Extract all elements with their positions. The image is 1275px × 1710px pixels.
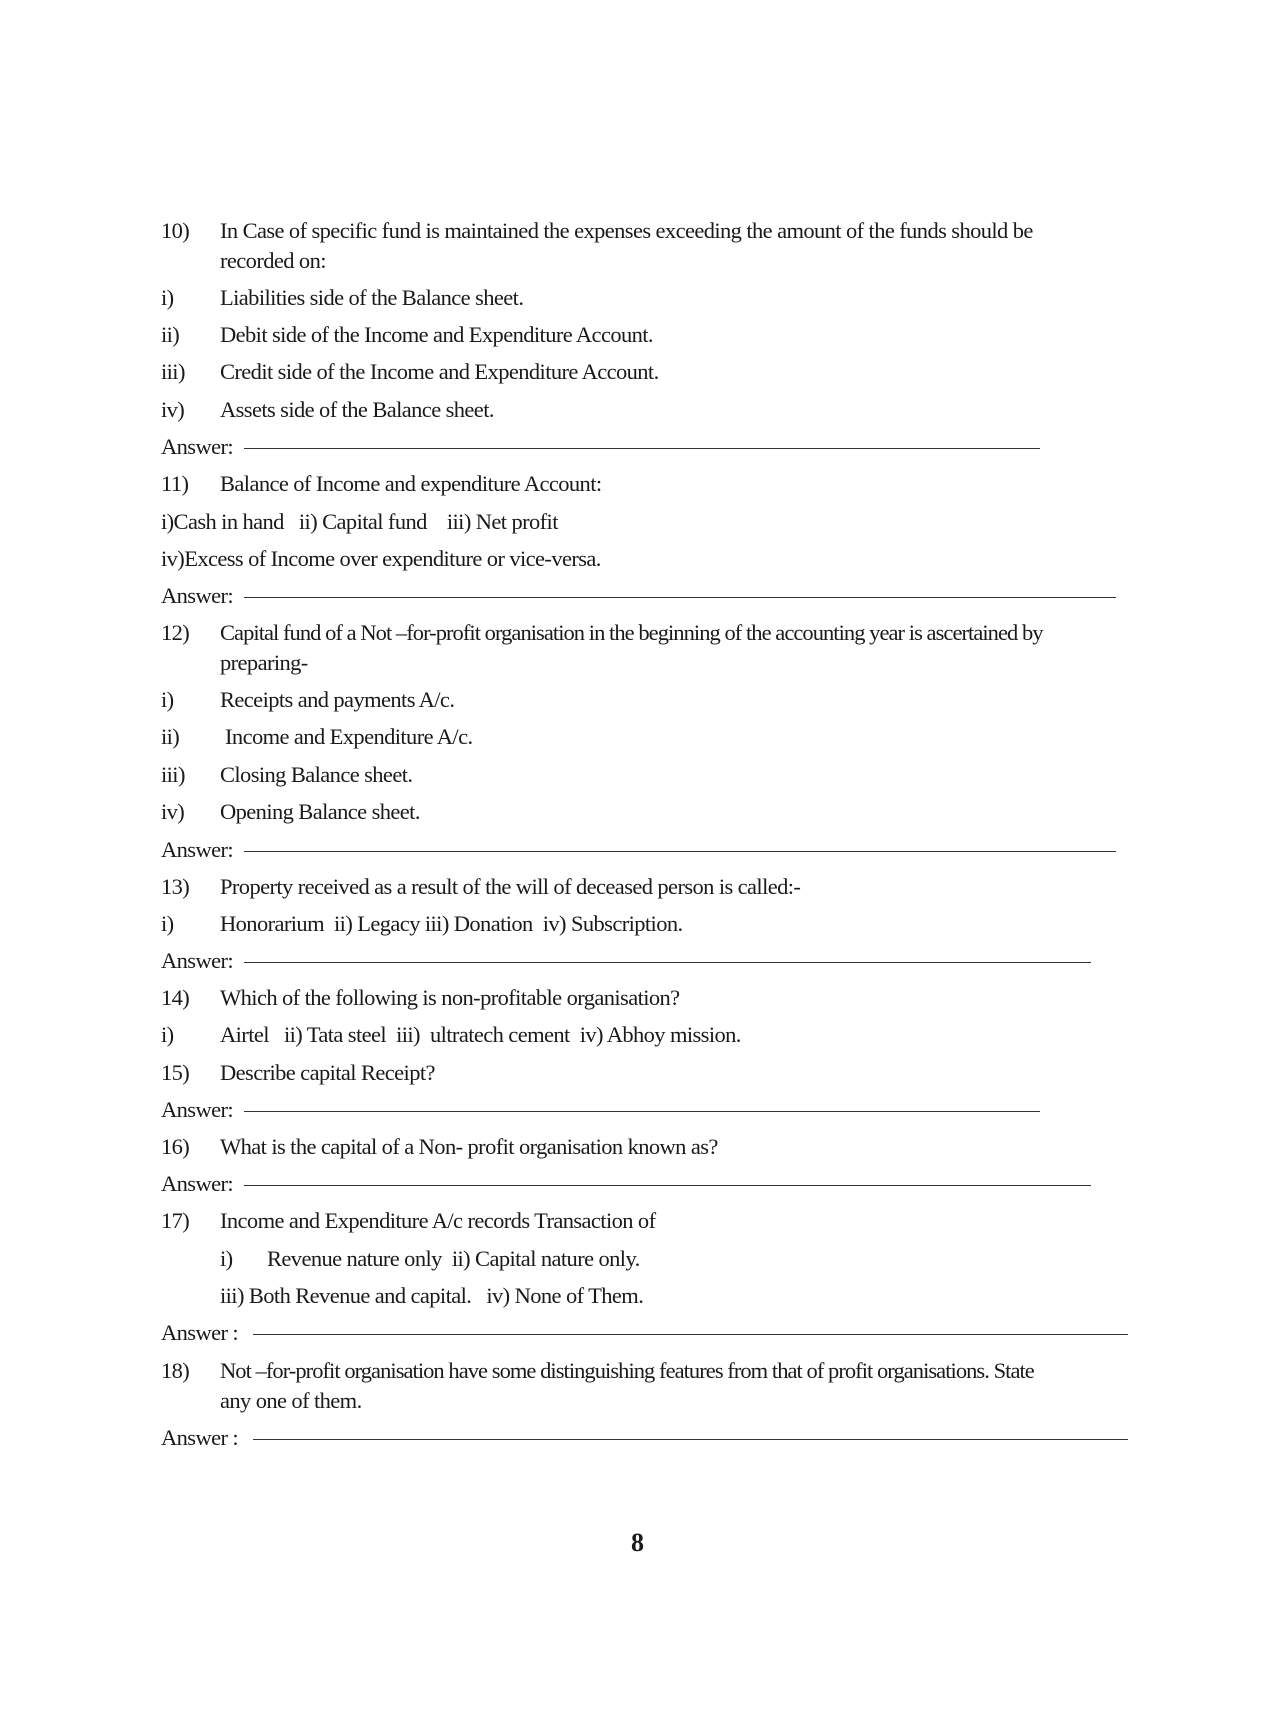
question-number: 18) [161, 1358, 190, 1383]
answer-line[interactable] [161, 1318, 238, 1348]
question-text: Capital fund of a Not –for-profit organisation in the beginning of the accounting year is ascertained by [220, 620, 1043, 645]
question-text: What is the capital of a Non- profit organisation known as? [220, 1134, 718, 1159]
option-number: i) [161, 285, 174, 310]
option-text: Assets side of the Balance sheet. [220, 397, 494, 422]
answer-line[interactable] [161, 835, 233, 865]
question-text: Balance of Income and expenditure Account: [220, 471, 602, 496]
option-number: iv) [161, 397, 185, 422]
option-number: i) [220, 1246, 233, 1271]
option-text: Debit side of the Income and Expenditure Account. [220, 322, 653, 347]
answer-label: Answer: [161, 1171, 234, 1196]
option-text: Honorarium ii) Legacy iii) Donation iv) Subscription. [220, 911, 683, 936]
question-number: 14) [161, 985, 190, 1010]
answer-rule [244, 448, 1040, 449]
question-number: 16) [161, 1134, 190, 1159]
answer-label: Answer: [161, 583, 234, 608]
answer-label: Answer: [161, 434, 234, 459]
answer-rule [244, 1111, 1040, 1112]
option-text: i)Cash in hand ii) Capital fund iii) Net profit [161, 509, 558, 534]
option-text: iii) Both Revenue and capital. iv) None of Them. [220, 1283, 644, 1308]
question-text: Not –for-profit organisation have some distinguishing features from that of profit organisations. State [220, 1358, 1034, 1383]
option-text: Airtel ii) Tata steel iii) ultratech cement iv) Abhoy mission. [220, 1022, 741, 1047]
question-text: any one of them. [220, 1388, 362, 1413]
option-number: iii) [161, 762, 185, 787]
question-number: 15) [161, 1060, 190, 1085]
answer-line[interactable] [161, 432, 233, 462]
option-number: i) [161, 1022, 174, 1047]
option-number: iii) [161, 359, 185, 384]
option-text: Credit side of the Income and Expenditure Account. [220, 359, 659, 384]
question-text: Property received as a result of the will of deceased person is called:- [220, 874, 801, 899]
answer-rule [244, 1185, 1091, 1186]
answer-rule [253, 1439, 1128, 1440]
option-text: iv)Excess of Income over expenditure or vice-versa. [161, 546, 601, 571]
answer-line[interactable] [161, 1095, 233, 1125]
answer-line[interactable] [161, 946, 233, 976]
question-number: 11) [161, 471, 189, 496]
answer-line[interactable] [161, 1423, 238, 1453]
question-number: 12) [161, 620, 190, 645]
question-number: 13) [161, 874, 190, 899]
answer-label: Answer : [161, 1425, 239, 1450]
option-text: Income and Expenditure A/c. [220, 724, 473, 749]
question-number: 17) [161, 1208, 190, 1233]
option-number: i) [161, 687, 174, 712]
option-text: Closing Balance sheet. [220, 762, 413, 787]
option-number: iv) [161, 799, 185, 824]
question-text: In Case of specific fund is maintained the expenses exceeding the amount of the funds should be [220, 218, 1033, 243]
option-number: ii) [161, 322, 180, 347]
option-text: Revenue nature only ii) Capital nature only. [267, 1246, 640, 1271]
answer-label: Answer: [161, 1097, 234, 1122]
answer-line[interactable] [161, 1169, 233, 1199]
option-text: Opening Balance sheet. [220, 799, 420, 824]
answer-label: Answer: [161, 837, 234, 862]
option-number: ii) [161, 724, 180, 749]
option-text: Liabilities side of the Balance sheet. [220, 285, 524, 310]
option-text: Receipts and payments A/c. [220, 687, 455, 712]
option-number: i) [161, 911, 174, 936]
answer-line[interactable] [161, 581, 233, 611]
page-number: 8 [631, 1528, 644, 1557]
answer-label: Answer: [161, 948, 234, 973]
question-text: recorded on: [220, 248, 326, 273]
question-text: Describe capital Receipt? [220, 1060, 435, 1085]
answer-rule [244, 962, 1091, 963]
question-text: preparing- [220, 650, 308, 675]
question-number: 10) [161, 218, 190, 243]
answer-rule [244, 597, 1116, 598]
answer-label: Answer : [161, 1320, 239, 1345]
answer-rule [244, 851, 1116, 852]
answer-rule [253, 1334, 1128, 1335]
question-text: Income and Expenditure A/c records Transaction of [220, 1208, 656, 1233]
question-text: Which of the following is non-profitable organisation? [220, 985, 680, 1010]
